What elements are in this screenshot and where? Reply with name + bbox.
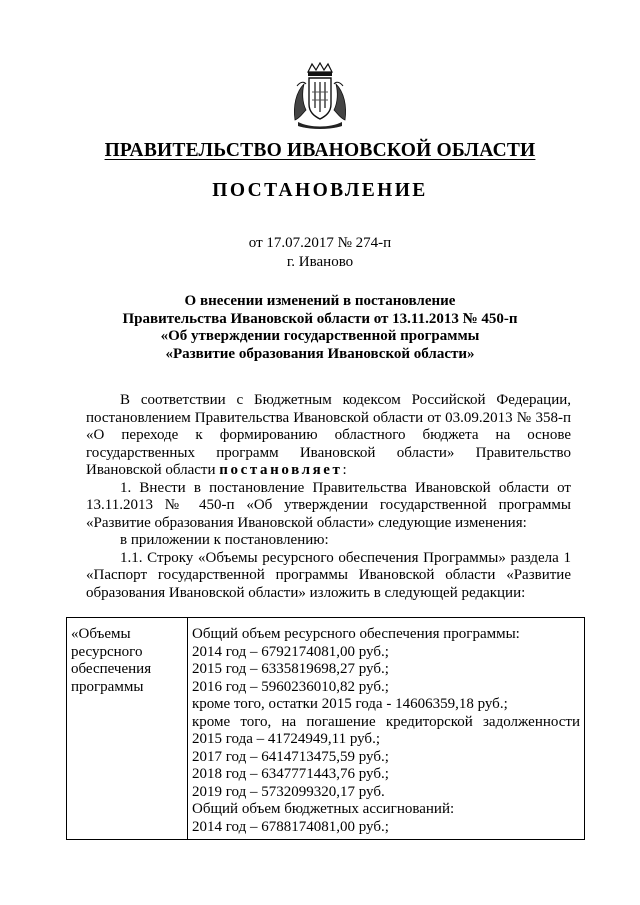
label-line: обеспечения [71, 661, 152, 677]
document-subject [0, 293, 640, 363]
value-line: Общий объем бюджетных ассигнований: [192, 801, 455, 817]
value-line: 2014 год – 6788174081,00 руб.; [192, 818, 389, 835]
label-line: программы [71, 678, 144, 695]
preamble-paragraph: В соответствии с Бюджетным кодексом Российской Федерации, постановлением Правительства Ивановской области от 03.09.2013 № 358-п «О переходе к формированию областного бюджета на основе государственных программ Ивановской области» Правительство Ивановской области постановляет: [86, 392, 571, 478]
clause-1-1-paragraph: 1.1. Строку «Объемы ресурсного обеспечения Программы» раздела 1 «Паспорт государственной программы Ивановской области «Развитие образования Ивановской области» изложить в следующей редакции: [86, 549, 571, 601]
clause-1-paragraph: 1. Внести в постановление Правительства Ивановской области от 13.11.2013 № 450-п «Об утверждении государственной программы «Развитие образования Ивановской области» следующие изменения: [86, 479, 571, 531]
value-line: 2015 года – 41724949,11 руб.; [192, 731, 380, 747]
organization-title: ПРАВИТЕЛЬСТВО ИВАНОВСКОЙ ОБЛАСТИ [104, 140, 536, 161]
decree-word: постановляет [219, 462, 343, 478]
coat-of-arms-icon [292, 62, 348, 130]
value-line: 2014 год – 6792174081,00 руб.; [192, 643, 389, 660]
value-line: Общий объем ресурсного обеспечения программы: [192, 626, 520, 642]
value-line: 2019 год – 5732099320,17 руб. [192, 783, 385, 800]
subject-line: О внесении изменений в постановление [184, 293, 456, 309]
value-line: 2016 год – 5960236010,82 руб.; [192, 678, 389, 695]
city: г. Иваново [286, 254, 354, 270]
row-value-cell [188, 618, 585, 840]
resource-table [66, 617, 585, 840]
value-line: 2018 год – 6347771443,76 руб.; [192, 766, 389, 782]
date-block [0, 234, 640, 272]
label-line: «Объемы [71, 626, 131, 642]
appendix-paragraph: в приложении к постановлению: [120, 532, 329, 548]
subject-line: «Об утверждении государственной программы [160, 328, 480, 344]
date-number: от 17.07.2017 № 274-п [248, 235, 392, 251]
document-type: ПОСТАНОВЛЕНИЕ [212, 180, 428, 201]
value-line: кроме того, остатки 2015 года - 14606359,18 руб.; [192, 696, 508, 712]
table-row [67, 618, 585, 840]
label-line: ресурсного [71, 643, 143, 660]
value-line: 2015 год – 6335819698,27 руб.; [192, 661, 389, 677]
subject-line: «Развитие образования Ивановской области» [165, 345, 475, 362]
subject-line: Правительства Ивановской области от 13.11.2013 № 450-п [122, 310, 518, 327]
document-body [86, 392, 571, 602]
value-line: 2017 год – 6414713475,59 руб.; [192, 748, 389, 765]
value-line: кроме того, на погашение кредиторской задолженности [192, 713, 580, 730]
row-label-cell [67, 618, 188, 840]
